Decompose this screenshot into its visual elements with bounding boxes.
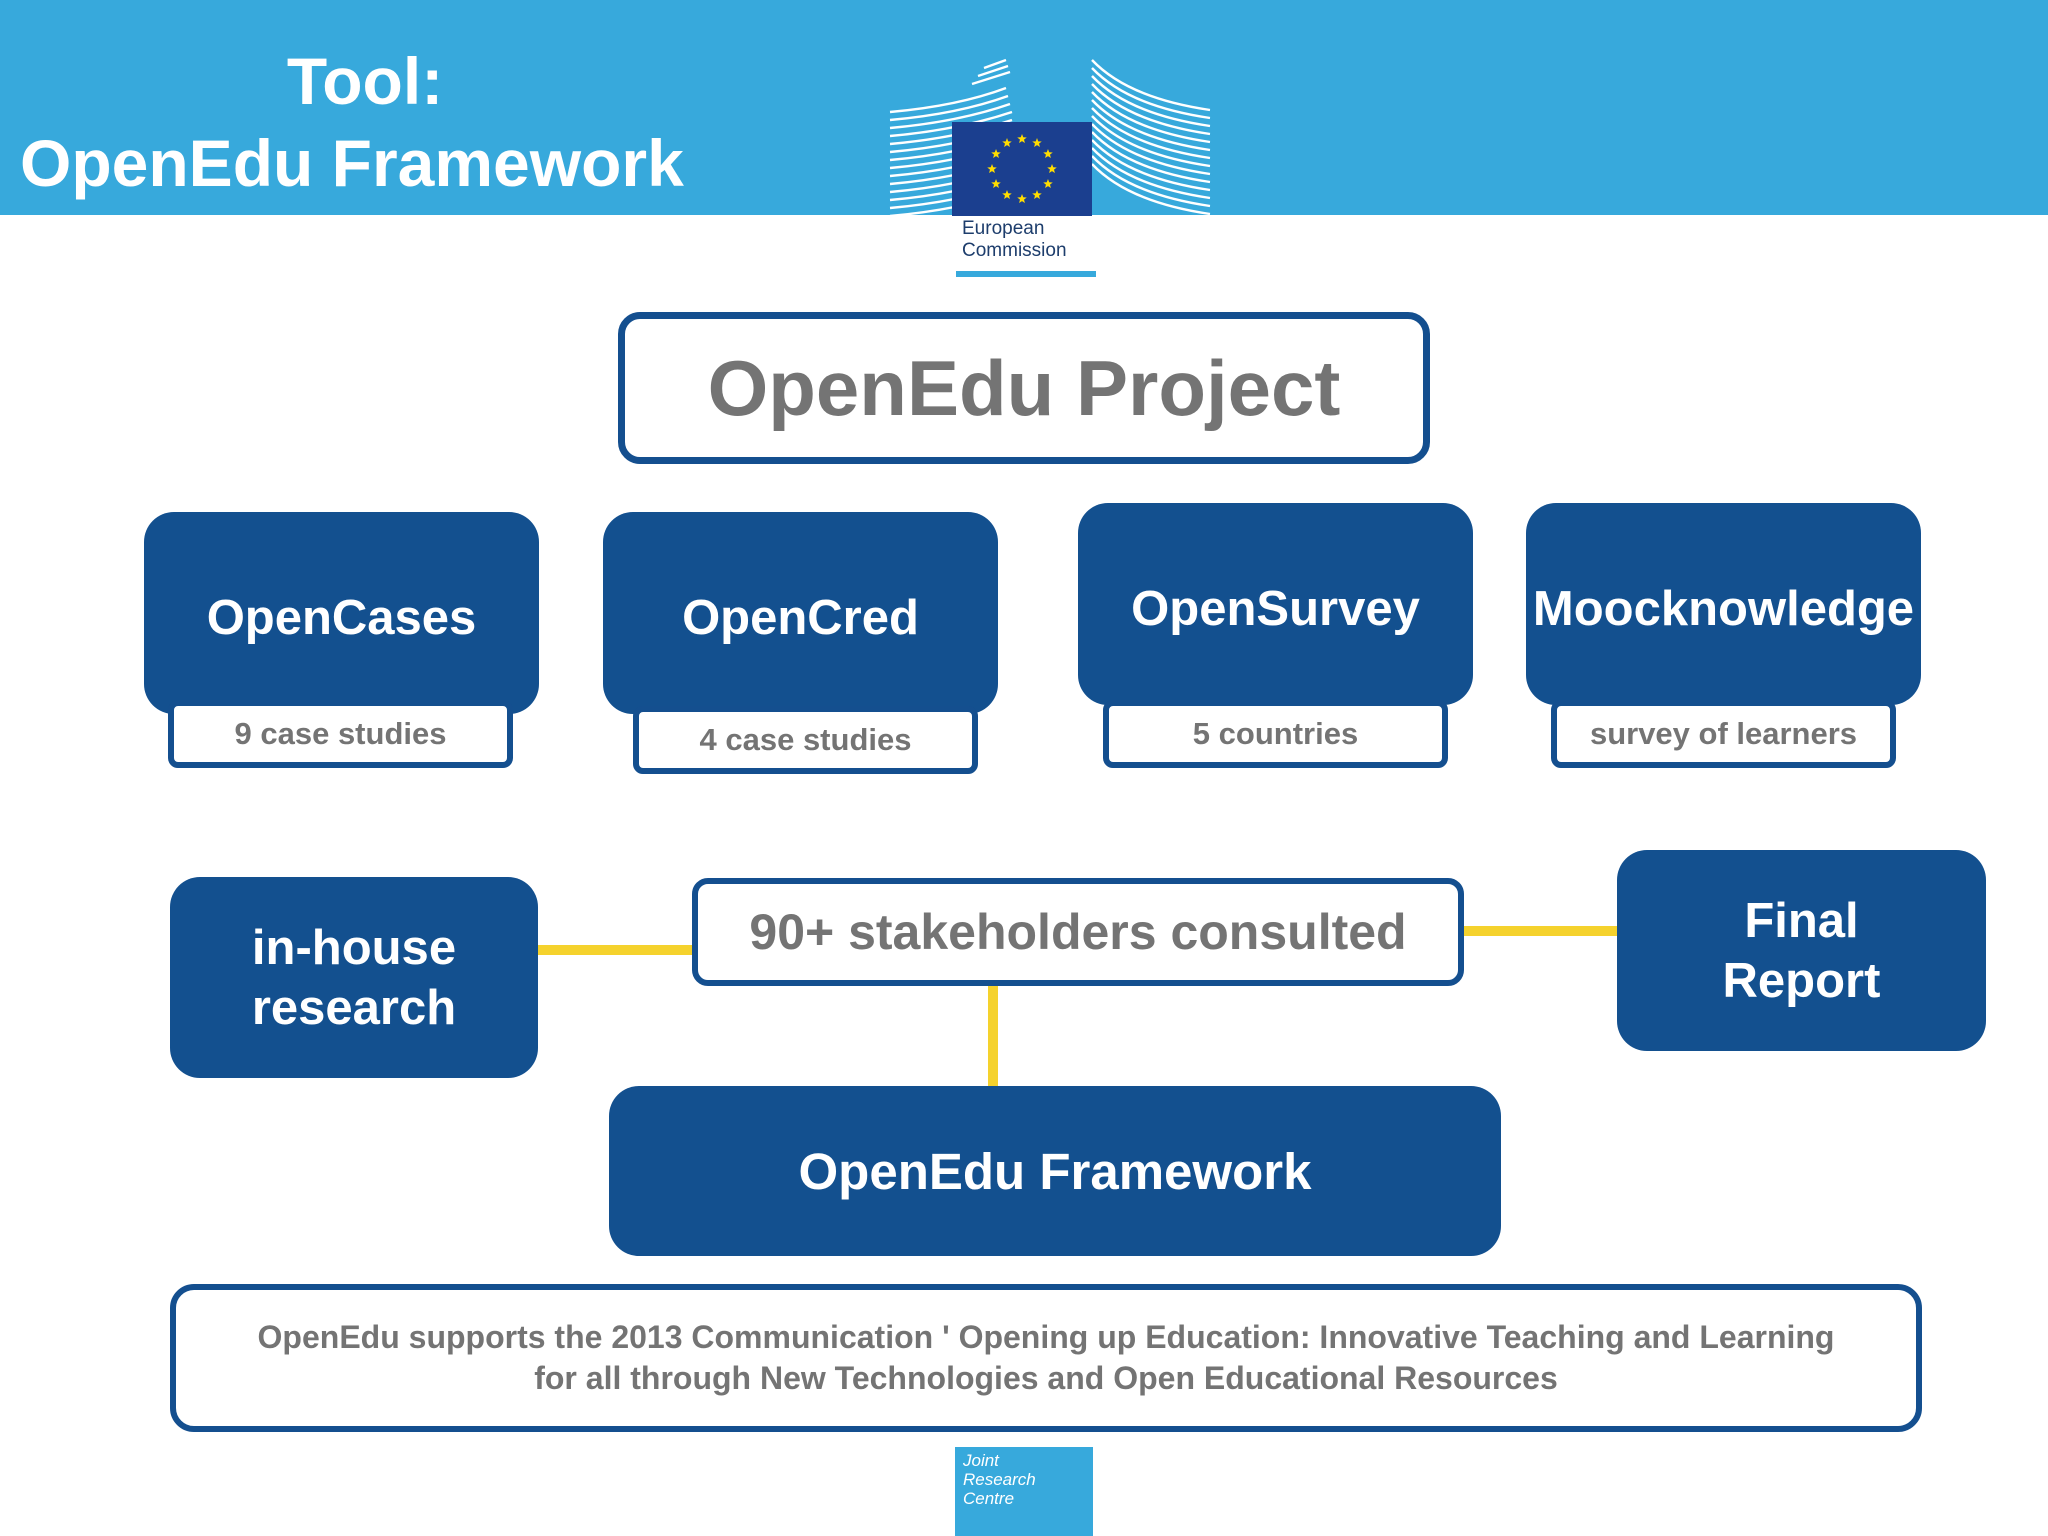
- inhouse-line-1: in-house: [251, 920, 457, 975]
- openedu-framework-box: [609, 1086, 1501, 1256]
- final-report-box: [1617, 850, 1986, 1051]
- opensurvey-subtitle-box: [1103, 700, 1448, 768]
- opencred-title: OpenCred: [682, 591, 919, 645]
- european-commission-logo: [888, 58, 1214, 284]
- opensurvey-card: [1078, 503, 1473, 705]
- jrc-line-2: Research: [963, 1470, 1036, 1489]
- opencases-title: OpenCases: [206, 591, 477, 645]
- commission-line-2: Commission: [962, 240, 1067, 261]
- inhouse-research-label: [252, 918, 456, 1038]
- commission-line-1: European: [962, 218, 1045, 239]
- opencases-subtitle-box: [168, 700, 513, 768]
- jrc-line-3: Centre: [963, 1489, 1015, 1508]
- connector-stakeholders-framework: [988, 984, 998, 1088]
- opensurvey-subtitle: 5 countries: [1192, 716, 1359, 751]
- communication-note-box: [170, 1284, 1922, 1432]
- opencred-card: [603, 512, 998, 714]
- final-report-line-2: Report: [1722, 953, 1881, 1008]
- opencred-subtitle-box: [633, 706, 978, 774]
- inhouse-research-box: [170, 877, 538, 1078]
- opencred-subtitle: 4 case studies: [699, 722, 912, 757]
- moocknowledge-card: [1526, 503, 1921, 705]
- jrc-line-1: Joint: [963, 1451, 999, 1470]
- moocknowledge-subtitle: survey of learners: [1589, 716, 1858, 751]
- title-line-1: Tool:: [286, 44, 444, 118]
- jrc-logo: [955, 1447, 1093, 1536]
- opencases-subtitle: 9 case studies: [234, 716, 447, 751]
- commission-building-icon: [888, 58, 1214, 218]
- final-report-line-1: Final: [1744, 893, 1859, 948]
- communication-note: [258, 1317, 1835, 1399]
- opensurvey-title: OpenSurvey: [1131, 582, 1420, 636]
- note-line-1: OpenEdu supports the 2013 Communication ' Opening up Education: Innovative Teaching and Learning: [257, 1319, 1835, 1355]
- moocknowledge-title: Moocknowledge: [1532, 582, 1915, 636]
- logo-underline: [956, 271, 1096, 277]
- title-line-2: OpenEdu Framework: [20, 126, 684, 200]
- note-line-2: for all through New Technologies and Open Educational Resources: [534, 1360, 1558, 1396]
- openedu-framework-label: OpenEdu Framework: [798, 1142, 1312, 1200]
- stakeholders-label: 90+ stakeholders consulted: [749, 904, 1407, 960]
- connector-stakeholders-report: [1462, 926, 1618, 936]
- connector-inhouse-stakeholders: [538, 945, 694, 955]
- final-report-label: [1723, 891, 1881, 1011]
- moocknowledge-subtitle-box: [1551, 700, 1896, 768]
- commission-wordmark: [962, 218, 1067, 262]
- page-title: [20, 40, 710, 204]
- stakeholders-box: [692, 878, 1464, 986]
- inhouse-line-2: research: [251, 980, 457, 1035]
- opencases-card: [144, 512, 539, 714]
- project-title: OpenEdu Project: [707, 343, 1341, 432]
- project-title-box: [618, 312, 1430, 464]
